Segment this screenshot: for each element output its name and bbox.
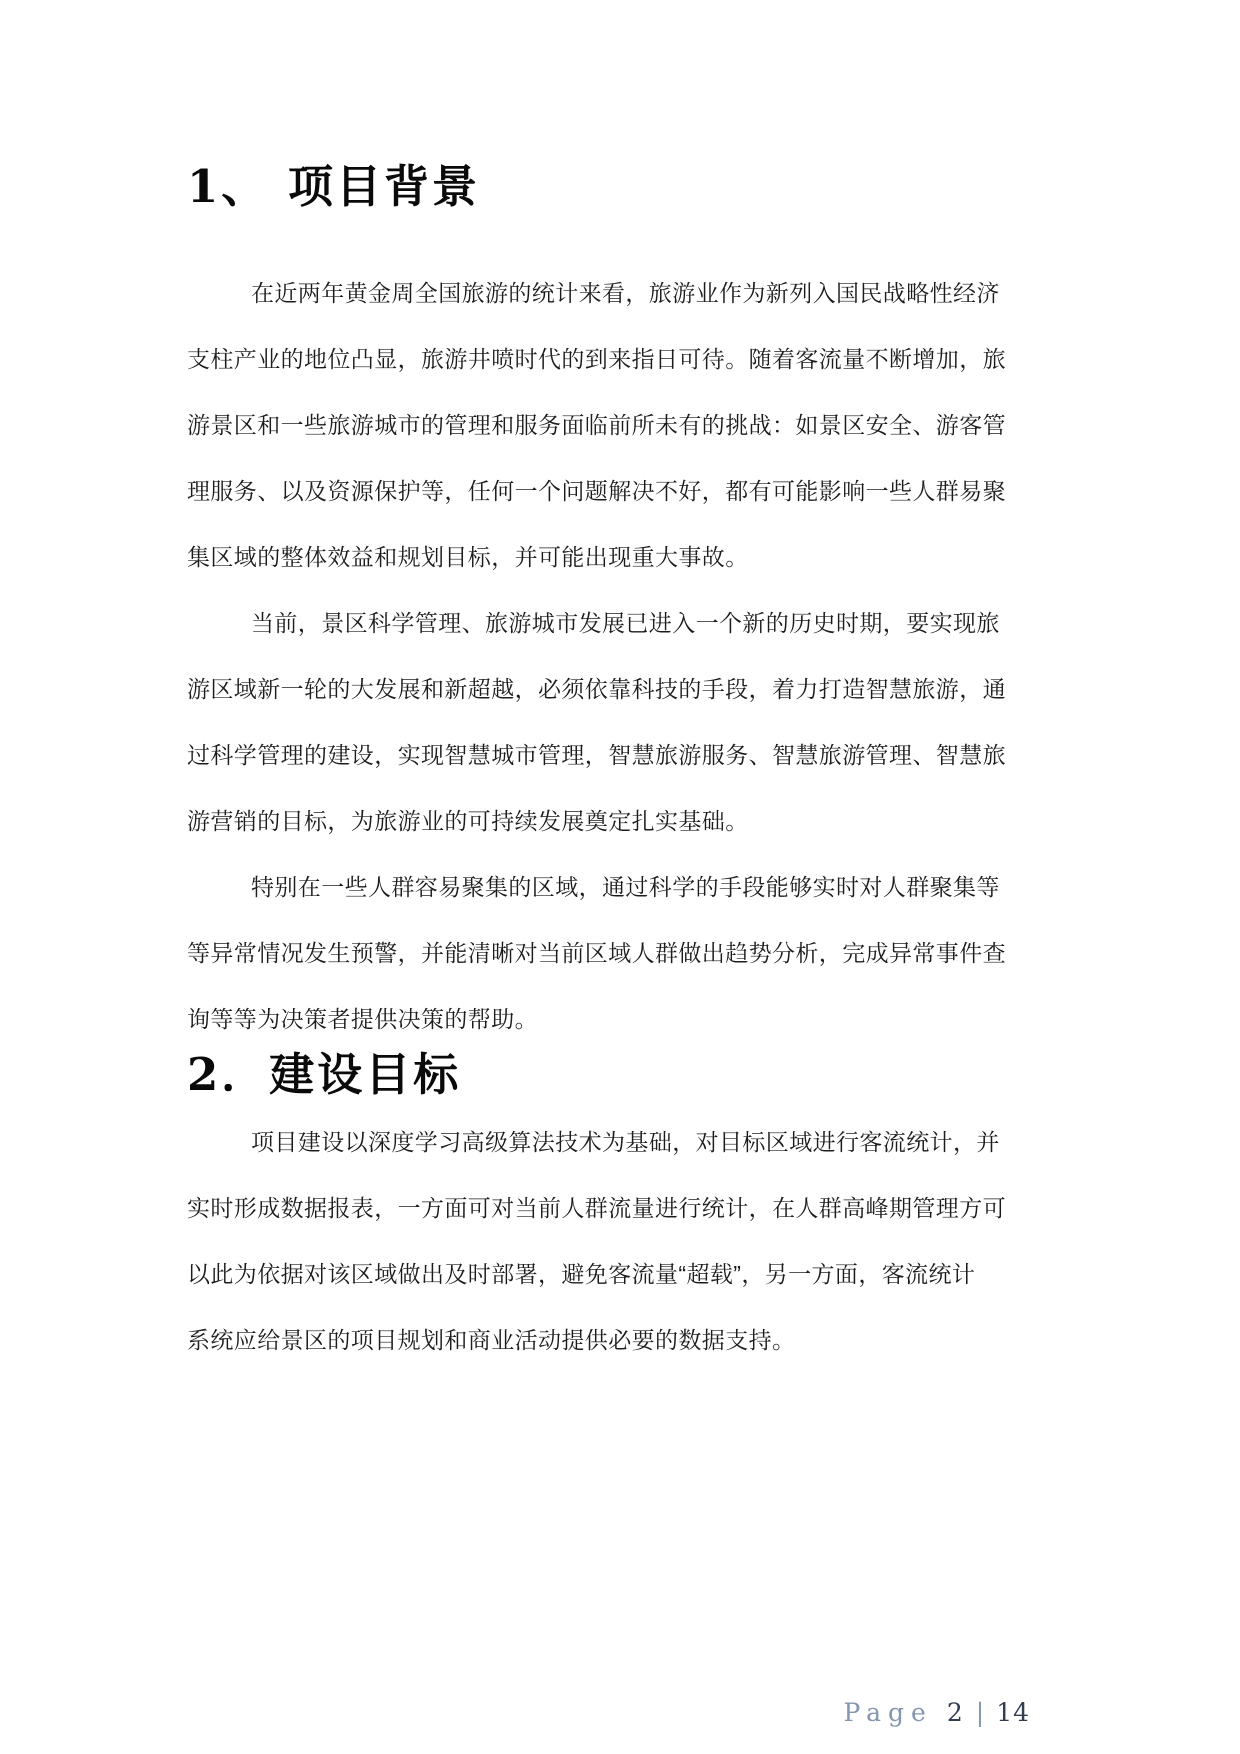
text-line: 支柱产业的地位凸显，旅游井喷时代的到来指日可待。随着客流量不断增加，旅 bbox=[187, 346, 1006, 372]
footer-current-page: 2 bbox=[946, 1698, 964, 1727]
page-footer bbox=[843, 1698, 1030, 1727]
text-line: 游区域新一轮的大发展和新超越，必须依靠科技的手段，着力打造智慧旅游，通 bbox=[187, 676, 1006, 702]
section-body-construction-goals bbox=[187, 1109, 1006, 1373]
paragraph bbox=[187, 1109, 1006, 1373]
text-line: 以此为依据对该区域做出及时部署，避免客流量“超载”，另一方面，客流统计 bbox=[187, 1261, 976, 1287]
footer-total-pages: 14 bbox=[996, 1698, 1030, 1727]
text-line: 询等等为决策者提供决策的帮助。 bbox=[187, 1006, 538, 1032]
text-line: 过科学管理的建设，实现智慧城市管理，智慧旅游服务、智慧旅游管理、智慧旅 bbox=[187, 742, 1006, 768]
text-line: 项目建设以深度学习高级算法技术为基础，对目标区域进行客流统计，并 bbox=[251, 1129, 1000, 1155]
text-line: 实时形成数据报表，一方面可对当前人群流量进行统计，在人群高峰期管理方可 bbox=[187, 1195, 1006, 1221]
text-line: 在近两年黄金周全国旅游的统计来看，旅游业作为新列入国民战略性经济 bbox=[251, 280, 1000, 306]
paragraph bbox=[187, 590, 1006, 854]
section-body-project-background bbox=[187, 260, 1006, 1052]
text-line: 游景区和一些旅游城市的管理和服务面临前所未有的挑战：如景区安全、游客管 bbox=[187, 412, 1006, 438]
text-line: 特别在一些人群容易聚集的区域，通过科学的手段能够实时对人群聚集等 bbox=[251, 874, 1000, 900]
text-line: 游营销的目标，为旅游业的可持续发展奠定扎实基础。 bbox=[187, 808, 749, 834]
paragraph bbox=[187, 854, 1006, 1052]
text-line: 集区域的整体效益和规划目标，并可能出现重大事故。 bbox=[187, 544, 749, 570]
paragraph bbox=[187, 260, 1006, 590]
text-line: 当前，景区科学管理、旅游城市发展已进入一个新的历史时期，要实现旅 bbox=[251, 610, 1000, 636]
section-heading-construction-goals: 2．建设目标 bbox=[187, 1048, 462, 1101]
footer-divider: | bbox=[975, 1698, 985, 1727]
text-line: 等异常情况发生预警，并能清晰对当前区域人群做出趋势分析，完成异常事件查 bbox=[187, 940, 1006, 966]
text-line: 系统应给景区的项目规划和商业活动提供必要的数据支持。 bbox=[187, 1327, 796, 1353]
footer-page-label: Page bbox=[843, 1698, 933, 1727]
section-heading-project-background: 1、 项目背景 bbox=[187, 160, 480, 213]
text-line: 理服务、以及资源保护等，任何一个问题解决不好，都有可能影响一些人群易聚 bbox=[187, 478, 1006, 504]
